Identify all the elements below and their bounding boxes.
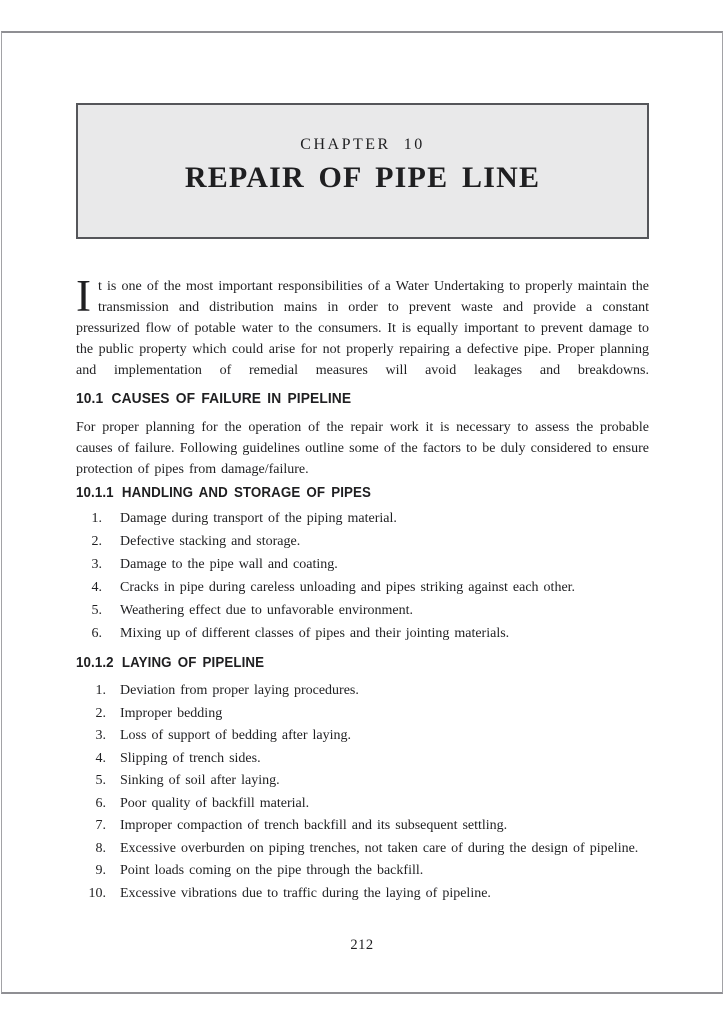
page-content	[76, 0, 649, 905]
list-item-text: Improper bedding	[120, 705, 223, 721]
list-item-number: 4.	[95, 750, 106, 766]
page-number: 212	[350, 937, 374, 953]
list-item-number: 3.	[91, 557, 102, 572]
list-laying-of-pipeline	[76, 680, 649, 904]
list-item-number: 9.	[95, 863, 106, 878]
list-item-text: Deviation from proper laying procedures.	[120, 683, 359, 698]
list-handling-and-storage	[76, 508, 649, 644]
list-item-text: Mixing up of different classes of pipes and their jointing materials.	[120, 626, 510, 641]
section-heading-10-1-2	[76, 656, 603, 671]
list-item-text: Damage to the pipe wall and coating.	[120, 557, 338, 572]
list-item-text: Weathering effect due to unfavorable environment.	[120, 603, 413, 618]
intro-paragraph	[76, 271, 649, 381]
list-item-number: 5.	[95, 773, 106, 788]
list-item-text: Point loads coming on the pipe through the backfill.	[120, 863, 424, 878]
list-item-number: 7.	[95, 818, 106, 833]
section-heading-10-1	[76, 391, 603, 406]
list-item	[76, 838, 649, 859]
list-item-text: Improper compaction of trench backfill and its subsequent settling.	[120, 818, 508, 833]
list-item-number: 6.	[91, 626, 102, 641]
list-item	[76, 554, 649, 575]
list-item-number: 3.	[95, 728, 106, 743]
list-item-number: 8.	[95, 840, 106, 856]
list-item	[76, 770, 649, 791]
list-item-number: 1.	[91, 511, 102, 526]
section-title: CAUSES OF FAILURE IN PIPELINE	[111, 390, 352, 407]
list-item-number: 10.	[88, 885, 106, 901]
list-item	[76, 600, 649, 621]
list-item	[76, 748, 649, 769]
section-title: LAYING OF PIPELINE	[121, 655, 265, 671]
list-item	[76, 883, 649, 904]
section-number: 10.1.1	[76, 485, 114, 501]
list-item	[76, 793, 649, 814]
list-item	[76, 725, 649, 746]
list-item	[76, 623, 649, 644]
list-item-text: Poor quality of backfill material.	[120, 795, 310, 811]
section-number: 10.1	[76, 390, 104, 407]
section-heading-10-1-1	[76, 486, 603, 501]
section-title: HANDLING AND STORAGE OF PIPES	[121, 485, 371, 501]
list-item-text: Excessive overburden on piping trenches, not taken care of during the design of pipeline.	[120, 840, 639, 856]
list-item-text: Loss of support of bedding after laying.	[120, 728, 352, 743]
list-item	[76, 577, 649, 598]
list-item-text: Damage during transport of the piping material.	[120, 511, 397, 526]
intro-text: t is one of the most important responsibilities of a Water Undertaking to properly maintain the transmission and distribution mains in order to prevent waste and provide a constant pressurized flow of potable water to the consumers. It is equally important to prevent damage to the public property which could arise for not properly repairing a defective pipe. Proper planning and implementation of remedial measures will avoid leakages and breakdowns.	[76, 279, 649, 378]
chapter-title: REPAIR OF PIPE LINE	[184, 161, 541, 194]
list-item-number: 2.	[95, 705, 106, 721]
list-item	[76, 508, 649, 529]
list-item	[76, 860, 649, 881]
list-item	[76, 703, 649, 724]
list-item	[76, 815, 649, 836]
list-item-number: 6.	[95, 795, 106, 811]
list-item-number: 4.	[91, 580, 102, 595]
section-10-1-paragraph: For proper planning for the operation of the repair work it is necessary to assess the probable causes of failure. Following guidelines outline some of the factors to be duly considered to ensure protection of pipes from damage/failure.	[76, 420, 649, 477]
list-item-text: Cracks in pipe during careless unloading and pipes striking against each other.	[120, 580, 576, 595]
list-item	[76, 680, 649, 701]
chapter-number: CHAPTER 10	[300, 136, 425, 153]
chapter-header-box	[76, 103, 649, 239]
list-item-number: 2.	[91, 534, 102, 549]
list-item-number: 1.	[95, 683, 106, 698]
list-item-text: Defective stacking and storage.	[120, 534, 301, 549]
list-item-text: Slipping of trench sides.	[120, 750, 261, 766]
list-item-text: Sinking of soil after laying.	[120, 773, 280, 788]
list-item-text: Excessive vibrations due to traffic during the laying of pipeline.	[120, 885, 491, 901]
section-number: 10.1.2	[76, 655, 114, 671]
list-item	[76, 531, 649, 552]
drop-cap: I	[76, 271, 91, 321]
list-item-number: 5.	[91, 603, 102, 618]
